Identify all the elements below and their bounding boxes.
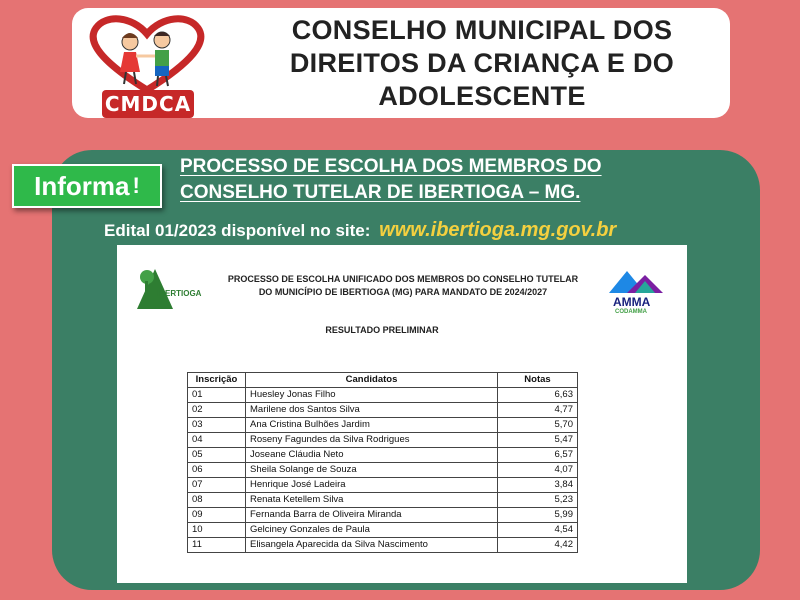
cell-nota: 4,77 [498,403,578,418]
cell-candidato: Renata Ketellem Silva [246,493,498,508]
amma-logo-sub: CODAMMA [615,309,647,315]
cell-inscricao: 08 [188,493,246,508]
process-title-line-2: CONSELHO TUTELAR DE IBERTIOGA – MG. [180,182,581,203]
heart-children-icon [82,12,212,96]
cell-candidato: Marilene dos Santos Silva [246,403,498,418]
results-table [187,372,578,553]
cell-inscricao: 03 [188,418,246,433]
cell-nota: 5,70 [498,418,578,433]
title-line-2: DIREITOS DA CRIANÇA E DO [289,48,675,78]
mountains-icon [605,267,665,295]
table-row [188,388,578,403]
page-title [242,14,722,113]
document-heading-line-2: DO MUNICÍPIO DE IBERTIOGA (MG) PARA MANDATO DE 2024/2027 [258,287,548,297]
process-title [180,154,740,206]
table-row [188,448,578,463]
informa-mark: ! [132,173,140,198]
table-row [188,463,578,478]
cell-nota: 6,57 [498,448,578,463]
cell-inscricao: 07 [188,478,246,493]
cell-inscricao: 09 [188,508,246,523]
table-row [188,493,578,508]
cmdca-logo-text: CMDCA [102,90,194,118]
cell-candidato: Roseny Fagundes da Silva Rodrigues [246,433,498,448]
cell-nota: 6,63 [498,388,578,403]
cell-candidato: Gelciney Gonzales de Paula [246,523,498,538]
cell-inscricao: 06 [188,463,246,478]
table-row [188,433,578,448]
cell-nota: 5,23 [498,493,578,508]
cell-nota: 5,47 [498,433,578,448]
table-row [188,538,578,553]
edital-line [104,219,764,242]
document-heading [213,273,593,299]
process-title-line-1: PROCESSO DE ESCOLHA DOS MEMBROS DO [180,156,602,177]
cell-inscricao: 10 [188,523,246,538]
cell-nota: 4,54 [498,523,578,538]
cmdca-logo [82,12,212,116]
informa-badge [12,164,162,208]
cell-candidato: Joseane Cláudia Neto [246,448,498,463]
ibertioga-logo-name: IBERTIOGA [157,289,202,298]
header-notas: Notas [498,373,578,388]
table-body [188,388,578,553]
cell-inscricao: 05 [188,448,246,463]
cell-candidato: Fernanda Barra de Oliveira Miranda [246,508,498,523]
table-row [188,403,578,418]
document-subtitle: RESULTADO PRELIMINAR [325,325,439,335]
cell-candidato: Henrique José Ladeira [246,478,498,493]
cell-candidato: Sheila Solange de Souza [246,463,498,478]
cell-inscricao: 11 [188,538,246,553]
result-document [117,245,687,583]
site-link[interactable]: www.ibertioga.mg.gov.br [379,219,617,241]
cell-nota: 5,99 [498,508,578,523]
header-card [72,8,730,118]
table-row [188,508,578,523]
table-header-row [188,373,578,388]
table-row [188,478,578,493]
cell-nota: 4,07 [498,463,578,478]
title-line-1: CONSELHO MUNICIPAL DOS [291,15,673,45]
cell-candidato: Huesley Jonas Filho [246,388,498,403]
header-candidatos: Candidatos [246,373,498,388]
header-inscricao: Inscrição [188,373,246,388]
edital-text: Edital 01/2023 disponível no site: [104,221,371,240]
cell-inscricao: 04 [188,433,246,448]
document-heading-line-1: PROCESSO DE ESCOLHA UNIFICADO DOS MEMBROS DO CONSELHO TUTELAR [227,274,579,284]
cell-inscricao: 01 [188,388,246,403]
cell-nota: 3,84 [498,478,578,493]
table-row [188,418,578,433]
cell-candidato: Ana Cristina Bulhões Jardim [246,418,498,433]
table-row [188,523,578,538]
ibertioga-logo [135,267,205,311]
informa-label: Informa [34,170,130,201]
amma-logo [605,267,669,319]
cell-nota: 4,42 [498,538,578,553]
amma-logo-name: AMMA [613,295,651,309]
cell-inscricao: 02 [188,403,246,418]
cell-candidato: Elisangela Aparecida da Silva Nascimento [246,538,498,553]
title-line-3: ADOLESCENTE [378,81,586,111]
